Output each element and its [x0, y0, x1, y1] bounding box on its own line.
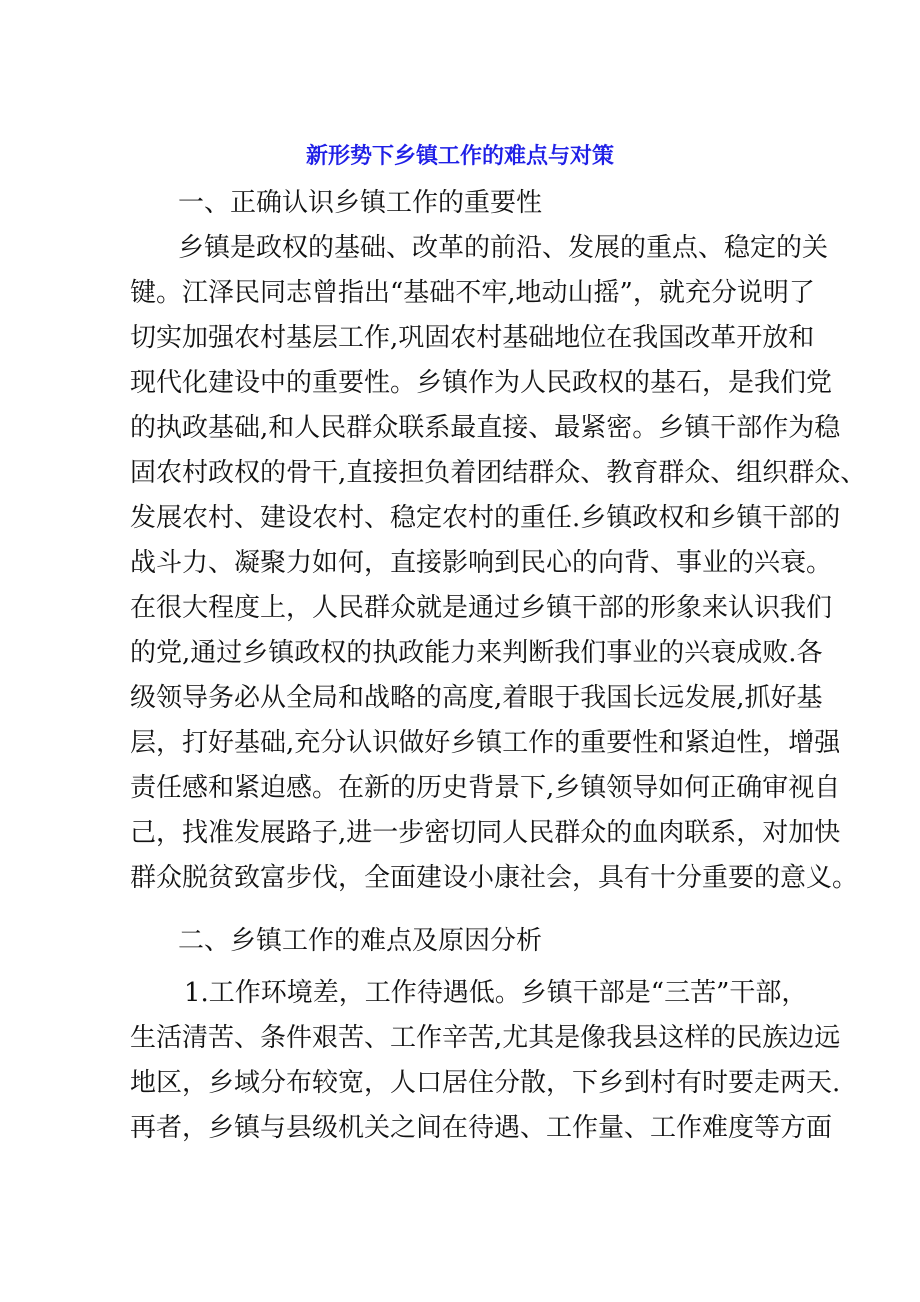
section-heading-1: 一、正确认识乡镇工作的重要性: [178, 188, 543, 218]
paragraph-line: 战斗力、凝聚力如何，直接影响到民心的向背、事业的兴衰。: [130, 548, 833, 578]
paragraph-line: 己，找准发展路子,进一步密切同人民群众的血肉联系，对加快: [130, 818, 841, 848]
paragraph-line: 发展农村、建设农村、稳定农村的重任.乡镇政权和乡镇干部的: [130, 503, 841, 533]
paragraph-line: 固农村政权的骨干,直接担负着团结群众、教育群众、组织群众、: [130, 458, 867, 488]
paragraph-line: 的执政基础,和人民群众联系最直接、最紧密。乡镇干部作为稳: [130, 413, 841, 443]
document-title: 新形势下乡镇工作的难点与对策: [305, 144, 614, 169]
paragraph-line: 地区，乡域分布较宽，人口居住分散，下乡到村有时要走两天.: [130, 1068, 841, 1098]
paragraph-line: 键。江泽民同志曾指出“基础不牢,地动山摇”，就充分说明了: [130, 278, 815, 308]
paragraph-line: 现代化建设中的重要性。乡镇作为人民政权的基石，是我们党: [130, 368, 833, 398]
paragraph-line: 再者，乡镇与县级机关之间在待遇、工作量、工作难度等方面: [130, 1113, 833, 1143]
paragraph-line: 在很大程度上，人民群众就是通过乡镇干部的形象来认识我们: [130, 593, 833, 623]
paragraph-line: 生活清苦、条件艰苦、工作辛苦,尤其是像我县这样的民族边远: [130, 1023, 841, 1053]
paragraph-line: 乡镇是政权的基础、改革的前沿、发展的重点、稳定的关: [178, 233, 829, 263]
paragraph-line: 的党,通过乡镇政权的执政能力来判断我们事业的兴衰成败.各: [130, 638, 823, 668]
paragraph-line: 切实加强农村基层工作,巩固农村基础地位在我国改革开放和: [130, 323, 815, 353]
paragraph-line: 层，打好基础,充分认识做好乡镇工作的重要性和紧迫性，增强: [130, 728, 841, 758]
section-heading-2: 二、乡镇工作的难点及原因分析: [178, 926, 543, 956]
paragraph-line: 群众脱贫致富步伐，全面建设小康社会，具有十分重要的意义。: [130, 863, 859, 893]
paragraph-line: 1.工作环境差，工作待遇低。乡镇干部是“三苦”干部，: [184, 978, 808, 1008]
paragraph-line: 级领导务必从全局和战略的高度,着眼于我国长远发展,抓好基: [130, 683, 823, 713]
paragraph-line: 责任感和紧迫感。在新的历史背景下,乡镇领导如何正确审视自: [130, 773, 841, 803]
